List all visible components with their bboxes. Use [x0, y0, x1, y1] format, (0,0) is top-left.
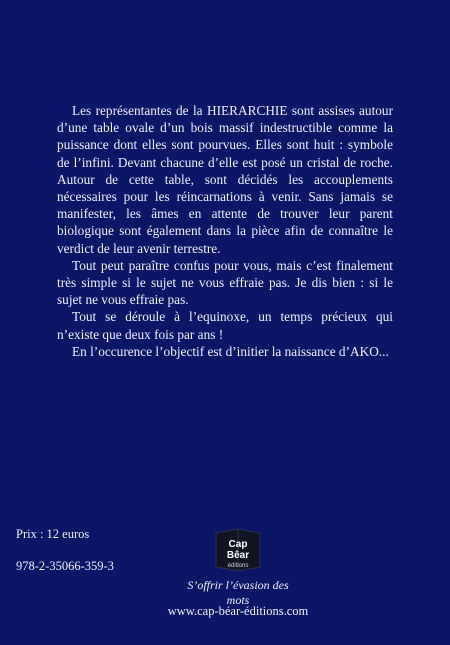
blurb-paragraph: Tout peut paraître confus pour vous, mais c’est finalement très simple si le sujet ne vous effraie pas. Je dis bien : si le sujet ne vous effraie pas.	[57, 257, 393, 308]
price-label: Prix : 12 euros	[16, 527, 90, 541]
publisher-tagline: S’offrir l’évasion des mots	[187, 578, 289, 607]
book-logo-icon	[213, 527, 263, 573]
blurb-paragraph: Les représentantes de la HIERARCHIE sont assises autour d’une table ovale d’un bois massif indestructible comme la puissance dont elles sont pourvues. Elles sont huit : symbole de l’infini. Devant chacune d’elle est posé un cristal de roche. Autour de cette table, sont décidés les accouplements nécessaires pour les réincarnations à venir. Sans jamais se manifester, les âmes en attente de trouver leur parent biologique sont également dans la pièce afin de connaître le verdict de leur avenir terrestre.	[57, 103, 393, 256]
logo-editions-text: éditions	[227, 563, 249, 569]
publisher-logo	[213, 527, 263, 573]
back-cover-blurb	[57, 102, 393, 360]
logo-bear-text: Bêar	[226, 550, 250, 561]
isbn-number: 978-2-35066-359-3	[16, 559, 114, 573]
blurb-paragraph: Tout se déroule à l’equinoxe, un temps précieux qui n’existe que deux fois par ans !	[57, 309, 393, 342]
logo-cap-text: Cap	[228, 539, 248, 550]
publisher-website: www.cap-béar-éditions.com	[167, 604, 309, 618]
blurb-paragraph: En l’occurence l’objectif est d’initier la naissance d’AKO...	[72, 343, 389, 359]
